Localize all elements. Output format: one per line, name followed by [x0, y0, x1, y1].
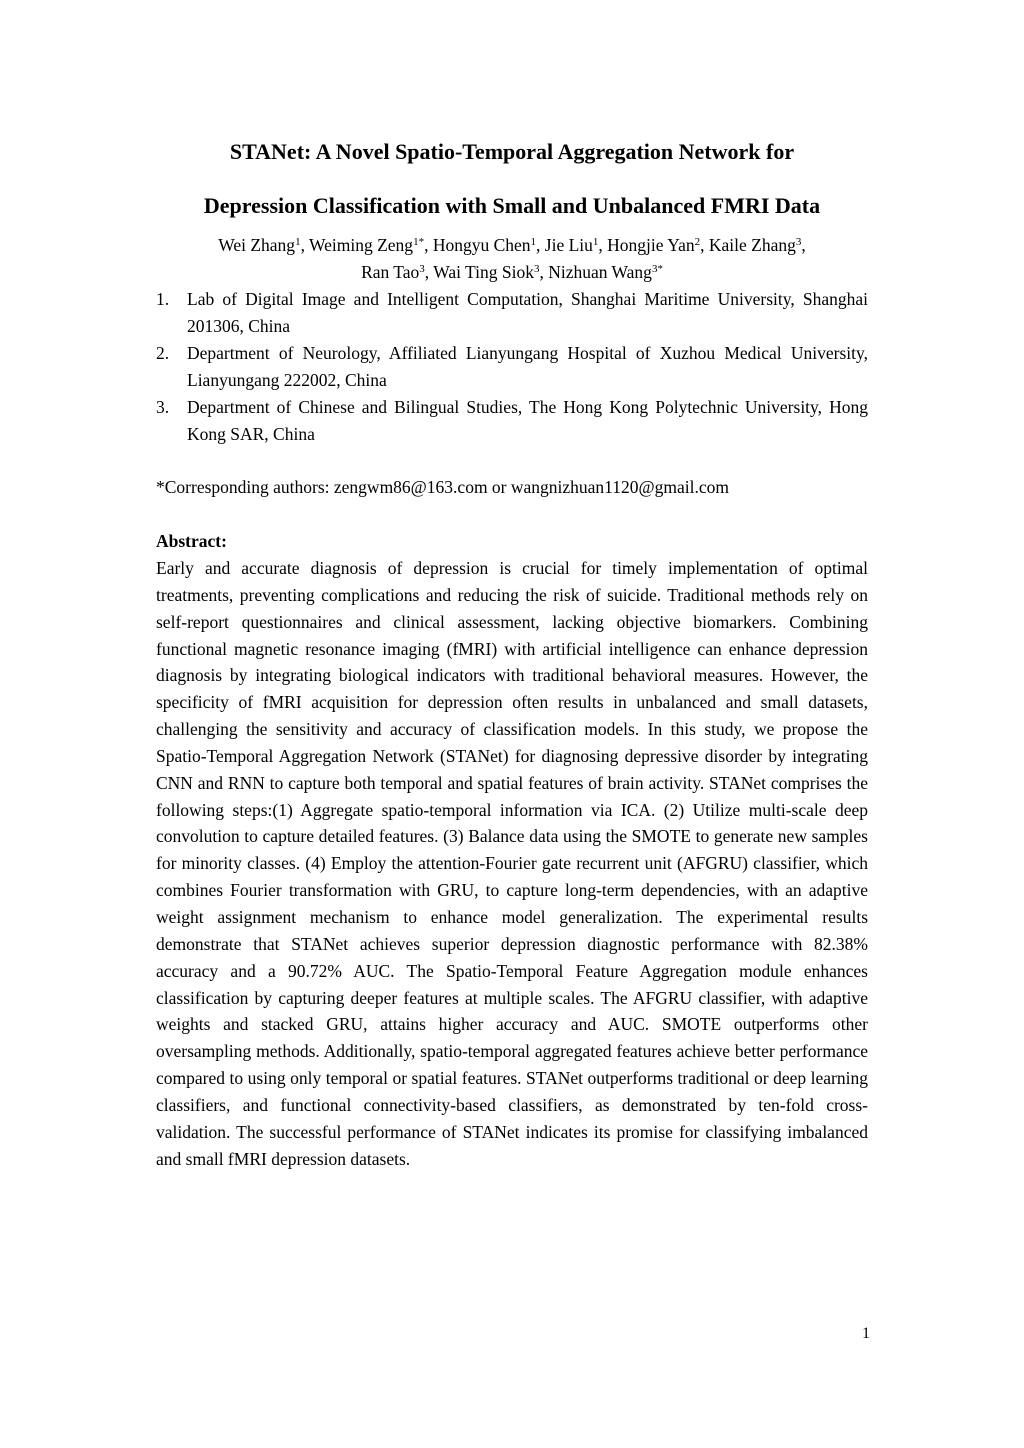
affiliation-list	[156, 286, 868, 448]
author-affiliation-mark: 3	[533, 263, 540, 275]
paper-title-line-1: STANet: A Novel Spatio-Temporal Aggregation Network for	[229, 139, 795, 164]
author-separator: ,	[539, 262, 549, 282]
author-affiliation-mark: 1*	[413, 236, 425, 248]
author-separator: ,	[536, 235, 545, 255]
affiliation-item	[156, 340, 868, 394]
affiliation-number: 2.	[156, 343, 170, 363]
affiliation-text: Department of Chinese and Bilingual Studies, The Hong Kong Polytechnic University, Hong Kong SAR, China	[187, 397, 868, 444]
affiliation-number: 1.	[156, 289, 170, 309]
affiliation-text: Lab of Digital Image and Intelligent Computation, Shanghai Maritime University, Shanghai 201306, China	[187, 289, 868, 336]
author-separator: ,	[700, 235, 709, 255]
author-list	[140, 232, 884, 286]
author-affiliation-mark: 3	[419, 263, 425, 275]
author-affiliation-mark: 2	[694, 236, 701, 248]
author-affiliation-mark: 3*	[651, 263, 663, 275]
author-separator: ,	[598, 235, 608, 255]
abstract-body: Early and accurate diagnosis of depression is crucial for timely implementation of optimal treatments, preventing complications and reducing the risk of suicide. Traditional methods rely on self-report questionnaires and clinical assessment, lacking objective biomarkers. Combining functional magnetic resonance imaging (fMRI) with artificial intelligence can enhance depression diagnosis by integrating biological indicators with traditional behavioral measures. However, the specificity of fMRI acquisition for depression often results in unbalanced and small datasets, challenging the sensitivity and accuracy of classification models. In this study, we propose the Spatio-Temporal Aggregation Network (STANet) for diagnosing depressive disorder by integrating CNN and RNN to capture both temporal and spatial features of brain activity. STANet comprises the following steps:(1) Aggregate spatio-temporal information via ICA. (2) Utilize multi-scale deep convolution to capture detailed features. (3) Balance data using the SMOTE to generate new samples for minority classes. (4) Employ the attention-Fourier gate recurrent unit (AFGRU) classifier, which combines Fourier transformation with GRU, to capture long-term dependencies, with an adaptive weight assignment mechanism to enhance model generalization. The experimental results demonstrate that STANet achieves superior depression diagnostic performance with 82.38% accuracy and a 90.72% AUC. The Spatio-Temporal Feature Aggregation module enhances classification by capturing deeper features at multiple scales. The AFGRU classifier, with adaptive weights and stacked GRU, attains higher accuracy and AUC. SMOTE outperforms other oversampling methods. Additionally, spatio-temporal aggregated features achieve better performance compared to using only temporal or spatial features. STANet outperforms traditional or deep learning classifiers, and functional connectivity-based classifiers, as demonstrated by ten-fold cross-validation. The successful performance of STANet indicates its promise for classifying imbalanced and small fMRI depression datasets.	[156, 558, 868, 1169]
paper-title-line-2: Depression Classification with Small and Unbalanced FMRI Data	[203, 193, 821, 218]
author-separator: ,	[801, 235, 806, 255]
author-affiliation-mark: 3	[795, 236, 802, 248]
affiliation-text: Department of Neurology, Affiliated Lianyungang Hospital of Xuzhou Medical University, Lianyungang 222002, China	[187, 343, 868, 390]
affiliation-number: 3.	[156, 397, 170, 417]
corresponding-authors: *Corresponding authors: zengwm86@163.com or wangnizhuan1120@gmail.com	[156, 477, 730, 497]
affiliation-item	[156, 394, 868, 448]
abstract-heading: Abstract:	[156, 531, 227, 551]
author-separator: ,	[424, 262, 434, 282]
author-name: Nizhuan Wang	[548, 262, 652, 282]
author-separator: ,	[300, 235, 309, 255]
author-affiliation-mark: 1	[592, 236, 599, 248]
author-name: Wei Zhang	[218, 235, 296, 255]
author-name: Hongyu Chen	[432, 235, 531, 255]
affiliation-item	[156, 286, 868, 340]
author-name: Ran Tao	[361, 262, 420, 282]
author-name: Jie Liu	[544, 235, 593, 255]
author-separator: ,	[424, 235, 433, 255]
author-affiliation-mark: 1	[530, 236, 537, 248]
author-affiliation-mark: 1	[295, 236, 301, 248]
author-name: Kaile Zhang	[708, 235, 796, 255]
page-number: 1	[862, 1325, 870, 1342]
author-name: Weiming Zeng	[309, 235, 414, 255]
author-name: Wai Ting Siok	[433, 262, 534, 282]
author-name: Hongjie Yan	[607, 235, 695, 255]
